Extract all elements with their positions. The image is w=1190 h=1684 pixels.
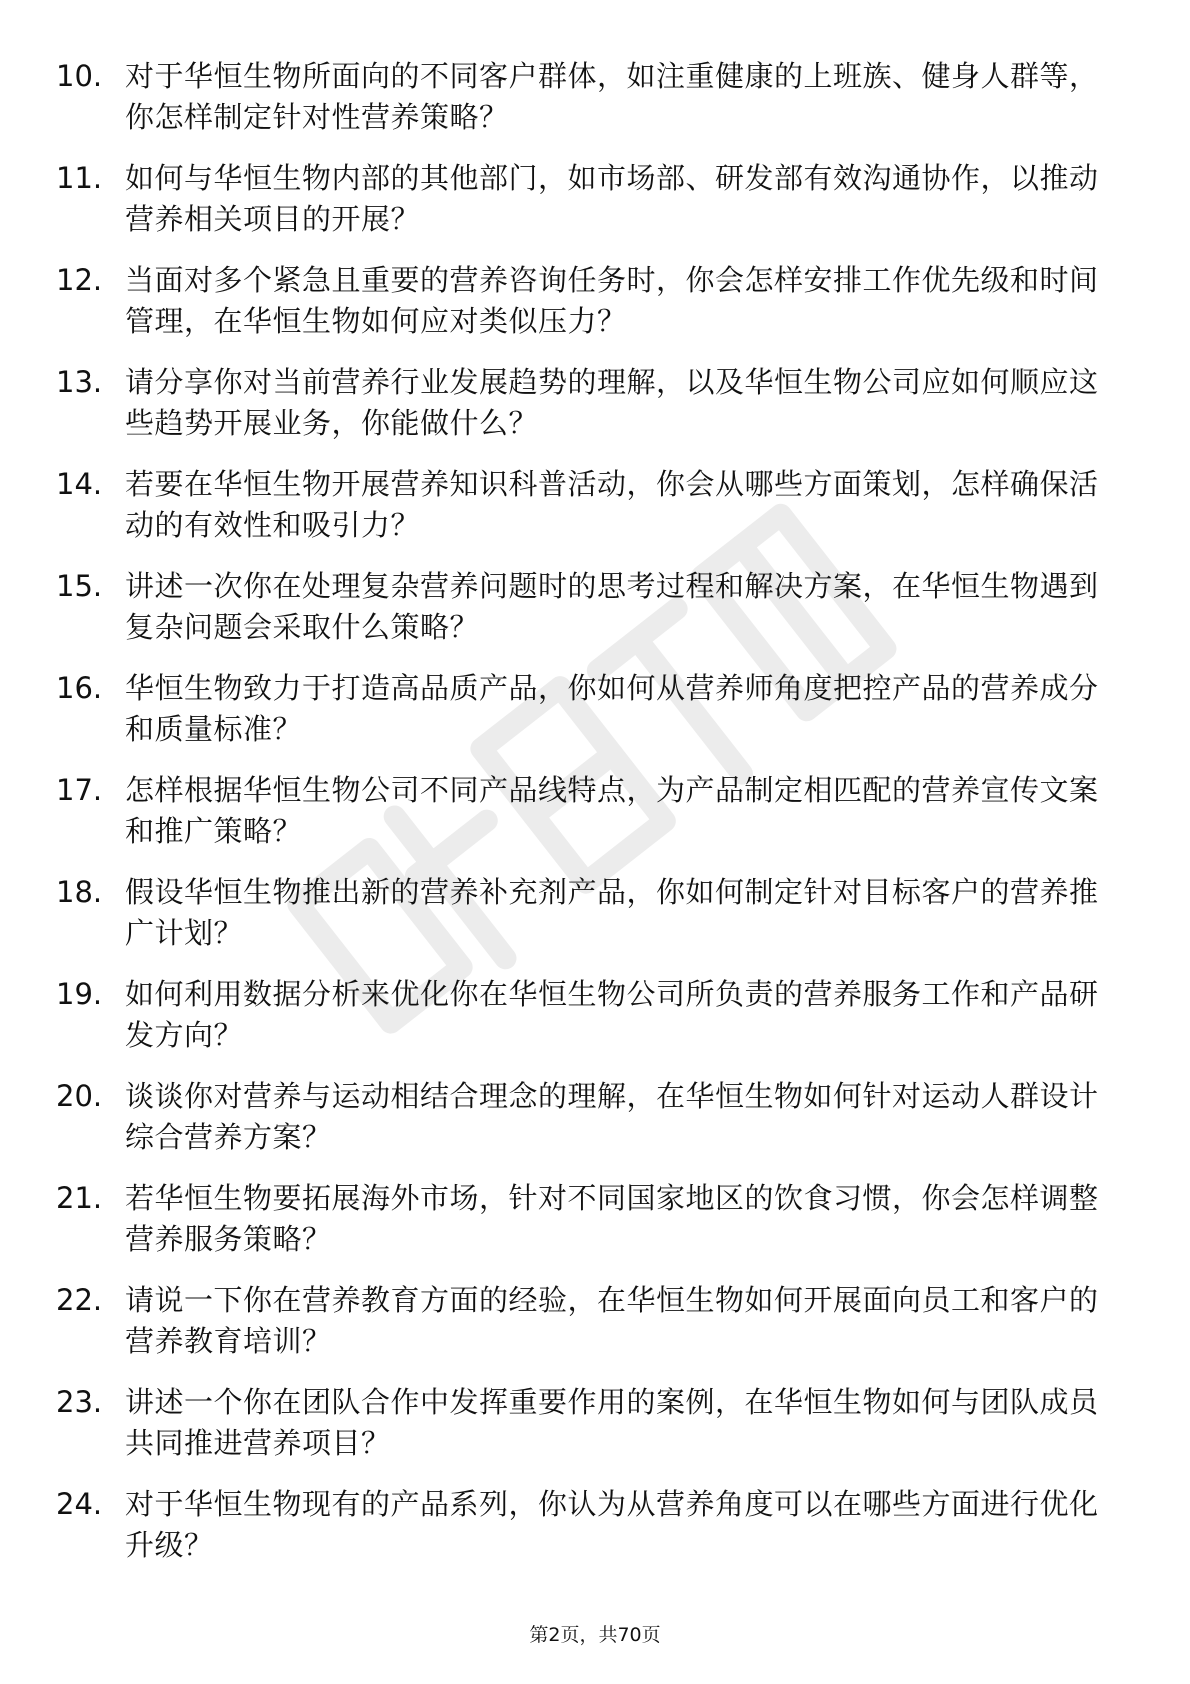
question-text: 对于华恒生物所面向的不同客户群体，如注重健康的上班族、健身人群等，你怎样制定针对性营养策略？ — [125, 59, 1099, 134]
question-number: 15. — [56, 569, 103, 603]
list-item — [56, 1178, 1126, 1260]
question-number: 20. — [56, 1079, 103, 1113]
page-footer: 第2页，共70页 — [529, 1624, 661, 1646]
question-text: 假设华恒生物推出新的营养补充剂产品，你如何制定针对目标客户的营养推广计划？ — [125, 875, 1099, 950]
list-item — [56, 566, 1126, 648]
question-text: 如何与华恒生物内部的其他部门，如市场部、研发部有效沟通协作，以推动营养相关项目的开展？ — [125, 161, 1099, 236]
question-number: 23. — [56, 1385, 103, 1419]
question-number: 16. — [56, 671, 103, 705]
question-number: 13. — [56, 365, 103, 399]
question-text: 请说一下你在营养教育方面的经验，在华恒生物如何开展面向员工和客户的营养教育培训？ — [125, 1283, 1099, 1358]
list-item — [56, 158, 1126, 240]
question-number: 22. — [56, 1283, 103, 1317]
list-item — [56, 1484, 1126, 1566]
question-text: 华恒生物致力于打造高品质产品，你如何从营养师角度把控产品的营养成分和质量标准？ — [125, 671, 1099, 746]
question-number: 17. — [56, 773, 103, 807]
question-number: 11. — [56, 161, 103, 195]
list-item — [56, 668, 1126, 750]
question-number: 12. — [56, 263, 103, 297]
question-text: 谈谈你对营养与运动相结合理念的理解，在华恒生物如何针对运动人群设计综合营养方案？ — [125, 1079, 1099, 1154]
question-number: 14. — [56, 467, 103, 501]
question-number: 18. — [56, 875, 103, 909]
question-number: 10. — [56, 59, 103, 93]
question-text: 若华恒生物要拓展海外市场，针对不同国家地区的饮食习惯，你会怎样调整营养服务策略？ — [125, 1181, 1099, 1256]
question-text: 当面对多个紧急且重要的营养咨询任务时，你会怎样安排工作优先级和时间管理，在华恒生物如何应对类似压力？ — [125, 263, 1099, 338]
question-list — [56, 56, 1126, 1586]
list-item — [56, 974, 1126, 1056]
list-item — [56, 260, 1126, 342]
question-text: 讲述一次你在处理复杂营养问题时的思考过程和解决方案，在华恒生物遇到复杂问题会采取什么策略？ — [125, 569, 1099, 644]
list-item — [56, 770, 1126, 852]
question-number: 24. — [56, 1487, 103, 1521]
question-text: 请分享你对当前营养行业发展趋势的理解，以及华恒生物公司应如何顺应这些趋势开展业务，你能做什么？ — [125, 365, 1099, 440]
question-number: 21. — [56, 1181, 103, 1215]
list-item — [56, 362, 1126, 444]
list-item — [56, 464, 1126, 546]
list-item — [56, 1076, 1126, 1158]
question-number: 19. — [56, 977, 103, 1011]
list-item — [56, 56, 1126, 138]
list-item — [56, 1280, 1126, 1362]
question-text: 怎样根据华恒生物公司不同产品线特点，为产品制定相匹配的营养宣传文案和推广策略？ — [125, 773, 1099, 848]
question-text: 若要在华恒生物开展营养知识科普活动，你会从哪些方面策划，怎样确保活动的有效性和吸引力？ — [125, 467, 1099, 542]
question-text: 对于华恒生物现有的产品系列，你认为从营养角度可以在哪些方面进行优化升级？ — [125, 1487, 1099, 1562]
question-text: 如何利用数据分析来优化你在华恒生物公司所负责的营养服务工作和产品研发方向？ — [125, 977, 1099, 1052]
list-item — [56, 872, 1126, 954]
list-item — [56, 1382, 1126, 1464]
question-text: 讲述一个你在团队合作中发挥重要作用的案例，在华恒生物如何与团队成员共同推进营养项目？ — [125, 1385, 1099, 1460]
